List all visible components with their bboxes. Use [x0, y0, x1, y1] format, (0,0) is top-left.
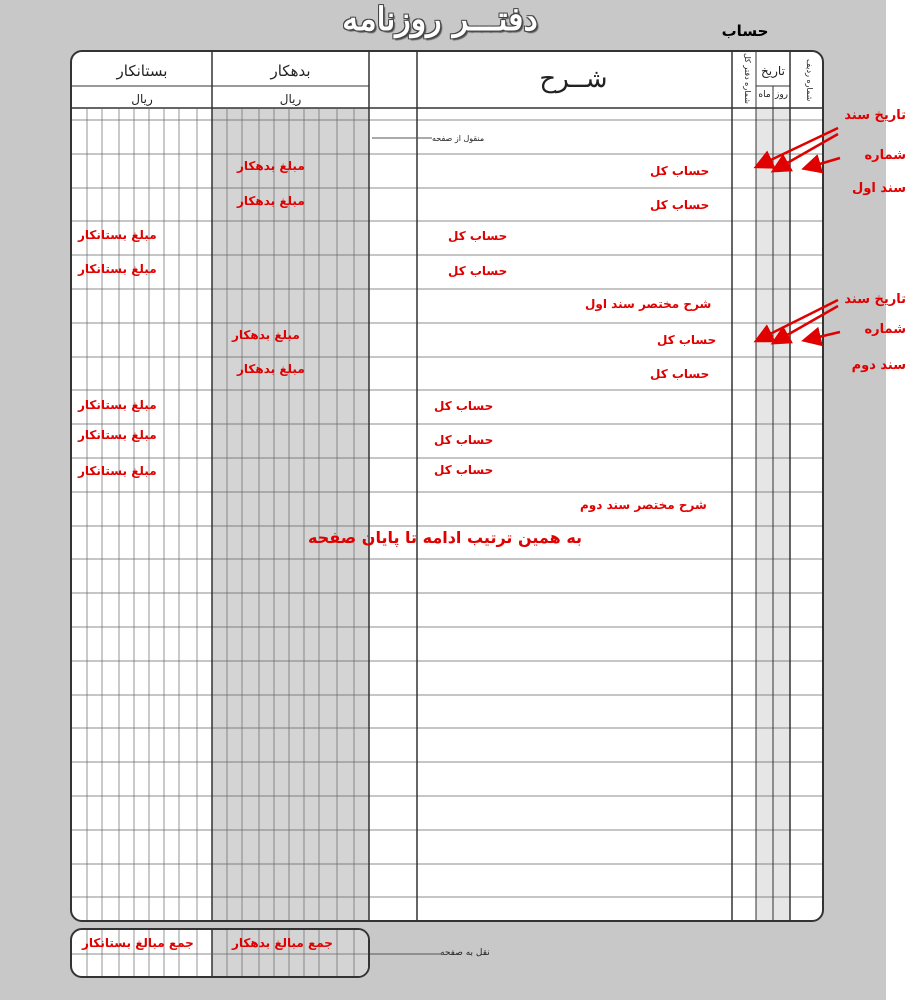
page-title: دفتـــر روزنامه: [342, 0, 538, 38]
general-account-6: حساب کل: [650, 367, 710, 381]
doc1-first-label: سند اول: [852, 181, 906, 196]
general-account-8: حساب کل: [434, 433, 494, 447]
carried-forward-note: نقل به صفحه: [440, 948, 490, 958]
general-account-4: حساب کل: [448, 264, 508, 278]
doc2-number-label: شماره: [864, 322, 906, 337]
carried-forward-leader: [366, 952, 441, 956]
row-number-header: شماره ردیف: [805, 58, 814, 102]
general-account-9: حساب کل: [434, 463, 494, 477]
account-label: حساب: [721, 22, 769, 40]
summary-doc-2: شرح مختصر سند دوم: [580, 498, 707, 512]
general-account-3: حساب کل: [448, 229, 508, 243]
debit-amount-4: مبلغ بدهکار: [237, 362, 305, 376]
description-header: شــرح: [539, 64, 608, 94]
doc1-number-label: شماره: [864, 148, 906, 163]
debtor-header: بدهکار: [270, 62, 311, 80]
credit-amount-2: مبلغ بستانکار: [78, 262, 157, 276]
ledger-page-number-header: شماره دفتر کل: [743, 53, 752, 104]
creditor-header: بستانکار: [116, 62, 168, 80]
brought-forward-note: منقول از صفحه: [432, 134, 485, 143]
arrow-doc1-date-1: [758, 128, 838, 166]
debtor-currency: ریال: [279, 92, 302, 106]
day-header: روز: [774, 90, 789, 100]
doc1-date-label: تاریخ سند: [844, 108, 906, 123]
arrow-doc1-number: [806, 158, 840, 168]
date-header: تاریخ: [761, 64, 785, 78]
debit-amount-3: مبلغ بدهکار: [232, 328, 300, 342]
debit-amount-2: مبلغ بدهکار: [237, 194, 305, 208]
creditor-currency: ریال: [131, 92, 153, 106]
arrow-doc2-date-2: [775, 306, 838, 342]
general-account-1: حساب کل: [650, 164, 710, 178]
credit-amount-1: مبلغ بستانکار: [78, 228, 157, 242]
general-account-5: حساب کل: [657, 333, 717, 347]
arrow-doc2-date-1: [758, 300, 838, 340]
totals-box: [70, 928, 370, 978]
continue-note: به همین ترتیب ادامه تا پایان صفحه: [308, 528, 583, 547]
credit-amount-4: مبلغ بستانکار: [78, 428, 157, 442]
credit-amount-5: مبلغ بستانکار: [78, 464, 157, 478]
summary-doc-1: شرح مختصر سند اول: [585, 297, 712, 311]
doc2-date-label: تاریخ سند: [844, 292, 906, 307]
doc2-second-label: سند دوم: [851, 358, 906, 373]
total-debit: جمع مبالغ بدهکار: [232, 936, 333, 950]
general-account-7: حساب کل: [434, 399, 494, 413]
debit-amount-1: مبلغ بدهکار: [237, 159, 305, 173]
arrow-doc2-number: [806, 332, 840, 340]
total-credit: جمع مبالغ بستانکار: [82, 936, 194, 950]
month-header: ماه: [758, 90, 771, 100]
arrow-doc1-date-2: [775, 134, 838, 170]
credit-amount-3: مبلغ بستانکار: [78, 398, 157, 412]
general-account-2: حساب کل: [650, 198, 710, 212]
